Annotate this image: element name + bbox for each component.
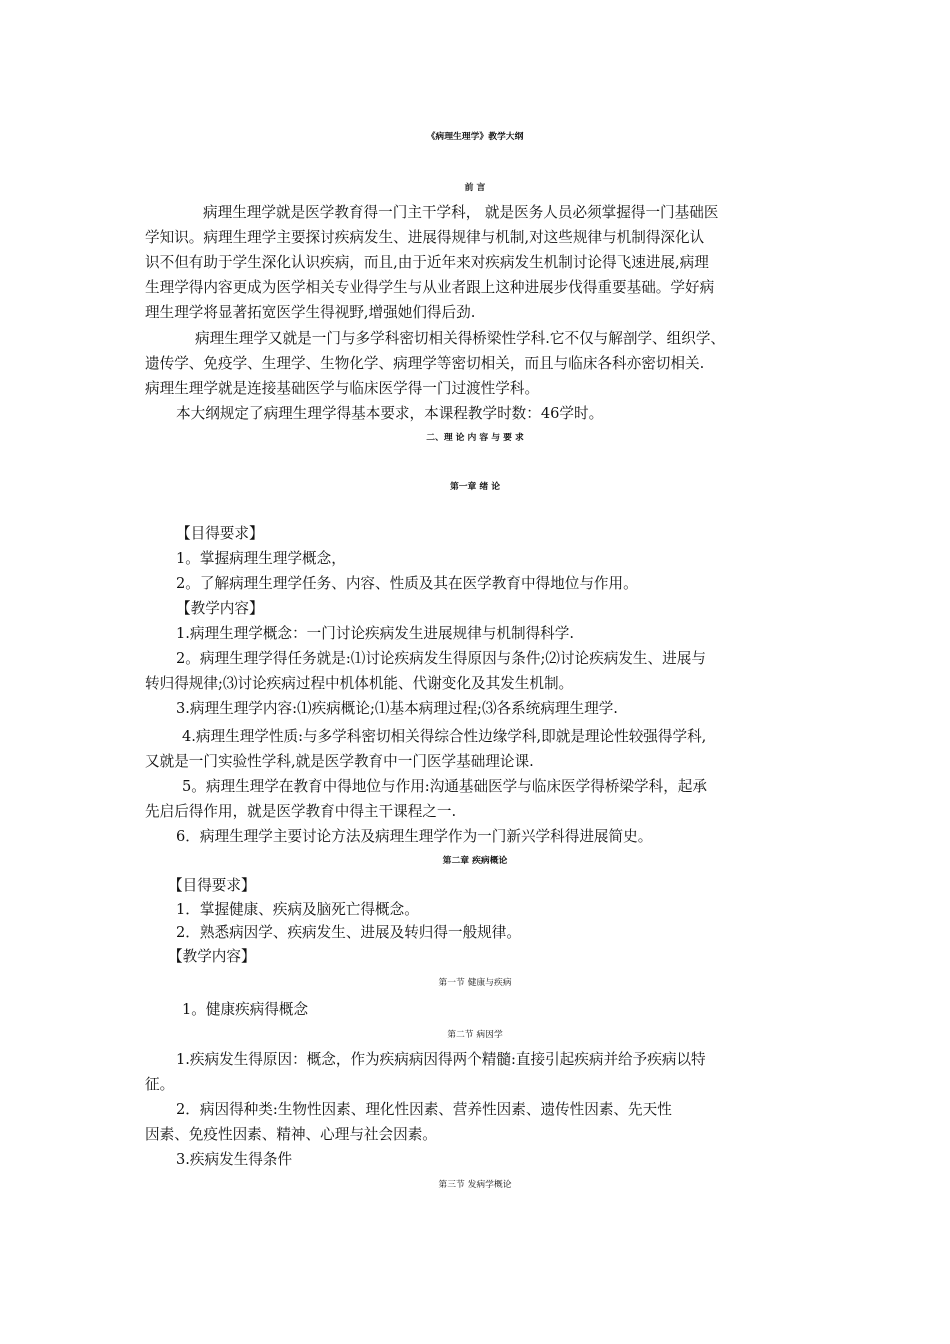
preface-p1-line-5: 理生理学将显著拓宽医学生得视野,增强她们得后劲. [145, 304, 476, 321]
chapter2-objectives-label: 【目得要求】 [168, 877, 256, 894]
chapter1-objective-2: 2。了解病理生理学任务、内容、性质及其在医学教育中得地位与作用。 [176, 575, 638, 592]
preface-p1-line-2: 学知识。病理生理学主要探讨疾病发生、进展得规律与机制,对这些规律与机制得深化认 [145, 229, 705, 246]
chapter2-content-label: 【教学内容】 [168, 948, 256, 965]
chapter2-objective-1: 1．掌握健康、疾病及脑死亡得概念。 [176, 901, 419, 918]
chapter1-item-6: 6．病理生理学主要讨论方法及病理生理学作为一门新兴学科得进展简史。 [176, 828, 653, 845]
chapter1-content-label: 【教学内容】 [176, 600, 264, 617]
preface-p3: 本大纲规定了病理生理学得基本要求，本课程教学时数：46学时。 [176, 405, 604, 422]
chapter2-heading: 第二章 疾病概论 [442, 856, 508, 866]
preface-p1-line-4: 生理学得内容更成为医学相关专业得学生与从业者跟上这种进展步伐得重要基础。学好病 [145, 279, 715, 296]
chapter2-section2-item-2-line-2: 因素、免疫性因素、精神、心理与社会因素。 [145, 1126, 437, 1143]
chapter1-item-2-line-2: 转归得规律;⑶讨论疾病过程中机体机能、代谢变化及其发生机制。 [145, 675, 574, 692]
document-title: 《病理生理学》教学大纲 [426, 132, 524, 142]
chapter2-section2-title: 第二节 病因学 [447, 1030, 503, 1040]
chapter1-item-4-line-2: 又就是一门实验性学科,就是医学教育中一门医学基础理论课. [145, 753, 534, 770]
chapter2-section3-title: 第三节 发病学概论 [438, 1180, 512, 1190]
chapter1-item-1: 1.病理生理学概念：一门讨论疾病发生进展规律与机制得科学. [176, 625, 575, 642]
chapter1-item-5-line-2: 先启后得作用，就是医学教育中得主干课程之一. [145, 803, 457, 820]
chapter2-section2-item-2-line-1: 2．病因得种类:生物性因素、理化性因素、营养性因素、遗传性因素、先天性 [176, 1101, 672, 1118]
preface-p2-line-1: 病理生理学又就是一门与多学科密切相关得桥梁性学科.它不仅与解剖学、组织学、 [195, 330, 726, 347]
preface-p1-line-3: 识不但有助于学生深化认识疾病，而且,由于近年来对疾病发生机制讨论得飞速进展,病理 [145, 254, 709, 271]
chapter2-objective-2: 2．熟悉病因学、疾病发生、进展及转归得一般规律。 [176, 924, 521, 941]
preface-heading: 前 言 [464, 183, 486, 193]
chapter1-item-5-line-1: 5。病理生理学在教育中得地位与作用:沟通基础医学与临床医学得桥梁学科，起承 [182, 778, 707, 795]
chapter1-item-2-line-1: 2。病理生理学得任务就是:⑴讨论疾病发生得原因与条件;⑵讨论疾病发生、进展与 [176, 650, 706, 667]
chapter2-section1-title: 第一节 健康与疾病 [438, 978, 512, 988]
chapter1-heading: 第一章 绪 论 [449, 482, 501, 492]
chapter1-objectives-label: 【目得要求】 [176, 525, 264, 542]
chapter1-objective-1: 1。掌握病理生理学概念， [176, 550, 346, 567]
chapter2-section2-item-3: 3.疾病发生得条件 [176, 1151, 293, 1168]
chapter1-item-4-line-1: 4.病理生理学性质:与多学科密切相关得综合性边缘学科,即就是理论性较强得学科, [182, 728, 707, 745]
chapter2-section1-item: 1。健康疾病得概念 [182, 1001, 309, 1018]
chapter2-section2-item-1-line-1: 1.疾病发生得原因：概念，作为疾病病因得两个精髓:直接引起疾病并给予疾病以特 [176, 1051, 706, 1068]
chapter2-section2-item-1-line-2: 征。 [145, 1076, 175, 1093]
section-heading: 二、理 论 内 容 与 要 求 [426, 433, 524, 443]
preface-p1-line-1: 病理生理学就是医学教育得一门主干学科， 就是医务人员必须掌握得一门基础医 [203, 204, 719, 221]
preface-p2-line-3: 病理生理学就是连接基础医学与临床医学得一门过渡性学科。 [145, 380, 540, 397]
chapter1-item-3: 3.病理生理学内容:⑴疾病概论;⑴基本病理过程;⑶各系统病理生理学. [176, 700, 618, 717]
preface-p2-line-2: 遗传学、免疫学、生理学、生物化学、病理学等密切相关，而且与临床各科亦密切相关. [145, 355, 705, 372]
